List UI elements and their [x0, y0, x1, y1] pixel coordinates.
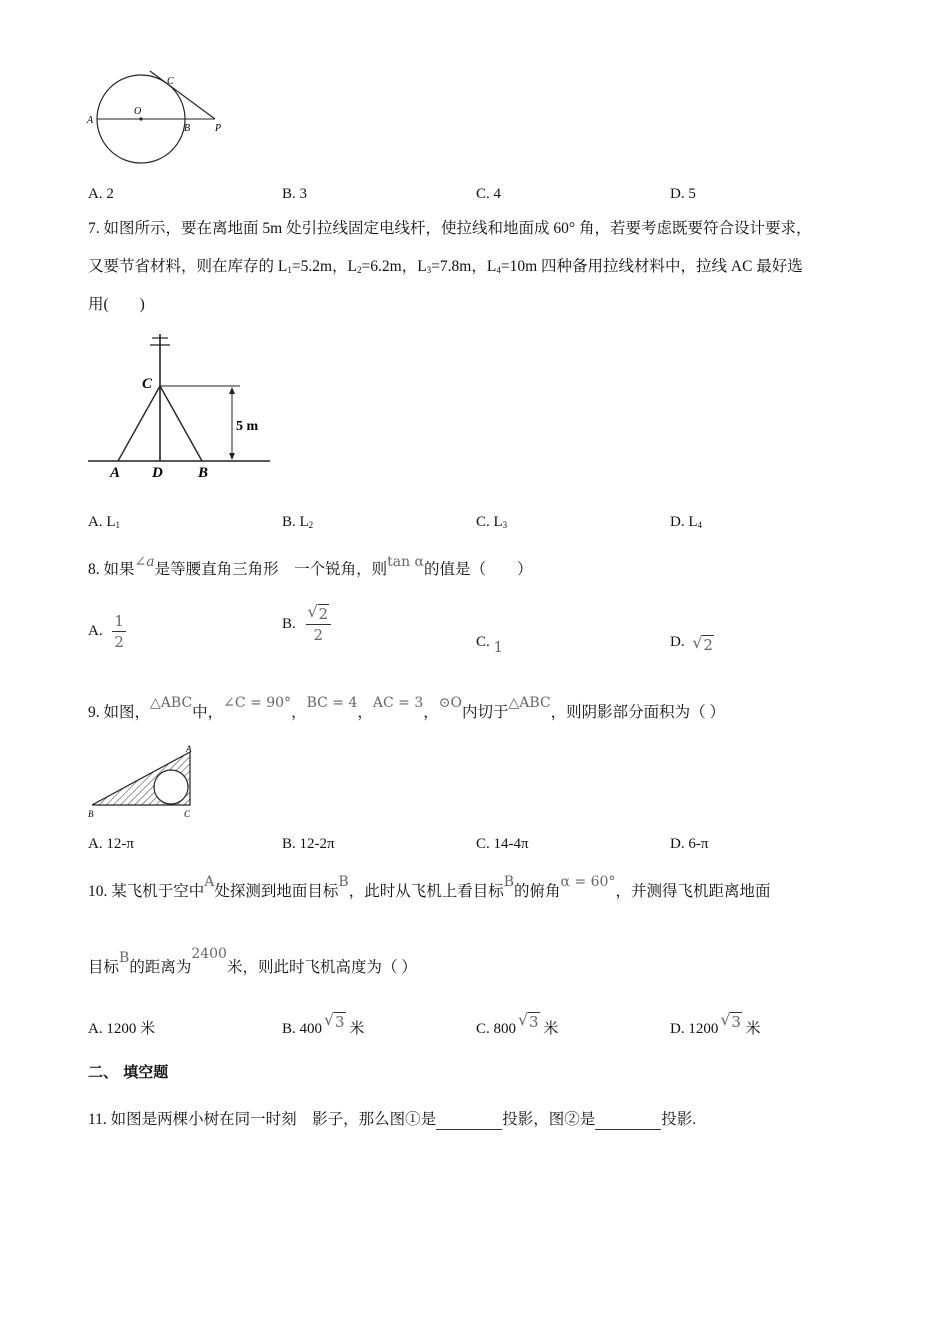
q6-label-b: B — [184, 123, 191, 134]
q6-tangent-line — [150, 71, 215, 119]
q7-text-line3: 用( ) — [88, 296, 145, 313]
q7-text-line1: 7. 如图所示，要在离地面 5m 处引拉线固定电线杆，使拉线和地面成 60° 角，若要考虑既要符合设计要求， — [88, 220, 812, 237]
q9-incircle — [154, 770, 188, 804]
q11-text: 11. 如图是两棵小树在同一时刻 影子，那么图①是 投影，图②是 投影. — [88, 1111, 697, 1128]
q6-label-o: O — [134, 106, 142, 117]
q10-text-line1: 10. 某飞机于空中A处探测到地面目标B，此时从飞机上看目标B的俯角α = 60°，并测得飞机距离地面 — [88, 874, 771, 900]
q7-option-a: A. $L_1$ — [88, 514, 120, 530]
q8-option-b: B. √ 2 2 — [282, 605, 331, 644]
q9-option-c: C. 14-4π — [476, 836, 529, 852]
q9-option-b: B. 12-2π — [282, 836, 335, 852]
q10-text-line2: 目标B的距离为2400米，则此时飞机高度为（ ） — [88, 946, 417, 976]
q11-blank-2[interactable] — [595, 1115, 661, 1130]
q9-label-b: B — [88, 809, 94, 819]
q6-label-p: P — [215, 123, 222, 134]
q11-blank-1[interactable] — [436, 1115, 502, 1130]
q10-option-b: B. 400 √ 3 米 — [282, 1010, 365, 1037]
q7-label-a: A — [110, 465, 121, 481]
q9-option-a: A. 12-π — [88, 836, 134, 852]
q7-label-c: C — [142, 376, 153, 392]
q6-label-c: C — [167, 76, 174, 87]
q10-option-a: A. 1200 米 — [88, 1021, 156, 1037]
q6-option-d: D. 5 — [670, 186, 696, 202]
q6-option-a: A. 2 — [88, 186, 114, 202]
q9-text: 9. 如图，△ABC中，∠C = 90°，BC = 4，AC = 3，⊙O内切于△ABC，则阴影部分面积为（ ） — [88, 695, 726, 721]
q7-text-line2: 又要节省材料，则在库存的 $L_1=5.2m$，$L_2=6.2m$，$L_3=7.8m$，$L_4=10m$ 四种备用拉线材料中，拉线 AC 最好选 — [88, 258, 803, 275]
q6-label-a: A — [87, 115, 94, 126]
q6-option-c: C. 4 — [476, 186, 502, 202]
q7-label-height: 5 m — [236, 419, 259, 434]
section-title-fill-in: 二、 填空题 — [88, 1063, 169, 1081]
q6-option-b: B. 3 — [282, 186, 308, 202]
q7-label-b: B — [198, 465, 209, 481]
q8-option-c: C. 1 — [476, 634, 504, 656]
q6-center-point — [139, 117, 142, 120]
q9-triangle-figure — [84, 742, 204, 822]
q8-option-a: A. $\frac{1}{2}$ — [88, 612, 124, 651]
q7-option-c: C. $L_3$ — [476, 514, 508, 530]
q9-label-a: A — [186, 744, 192, 754]
q10-option-c: C. 800 √ 3 米 — [476, 1010, 559, 1037]
q9-label-c: C — [184, 809, 191, 819]
q7-wire-ac — [118, 386, 160, 461]
q7-label-d: D — [152, 465, 163, 481]
q7-option-b: B. $L_2$ — [282, 514, 314, 530]
q9-option-d: D. 6-π — [670, 836, 709, 852]
q7-option-d: D. $L_4$ — [670, 514, 702, 530]
q10-option-d: D. 1200 √ 3 米 — [670, 1010, 761, 1037]
q7-pole-figure — [84, 326, 274, 486]
q8-option-d: D. √ 2 — [670, 633, 713, 654]
q7-wire-bc — [160, 386, 202, 461]
q8-text: 8. 如果∠a是等腰直角三角形 一个锐角，则tan α的值是（ ） — [88, 554, 533, 578]
q6-circle-figure — [84, 68, 234, 168]
